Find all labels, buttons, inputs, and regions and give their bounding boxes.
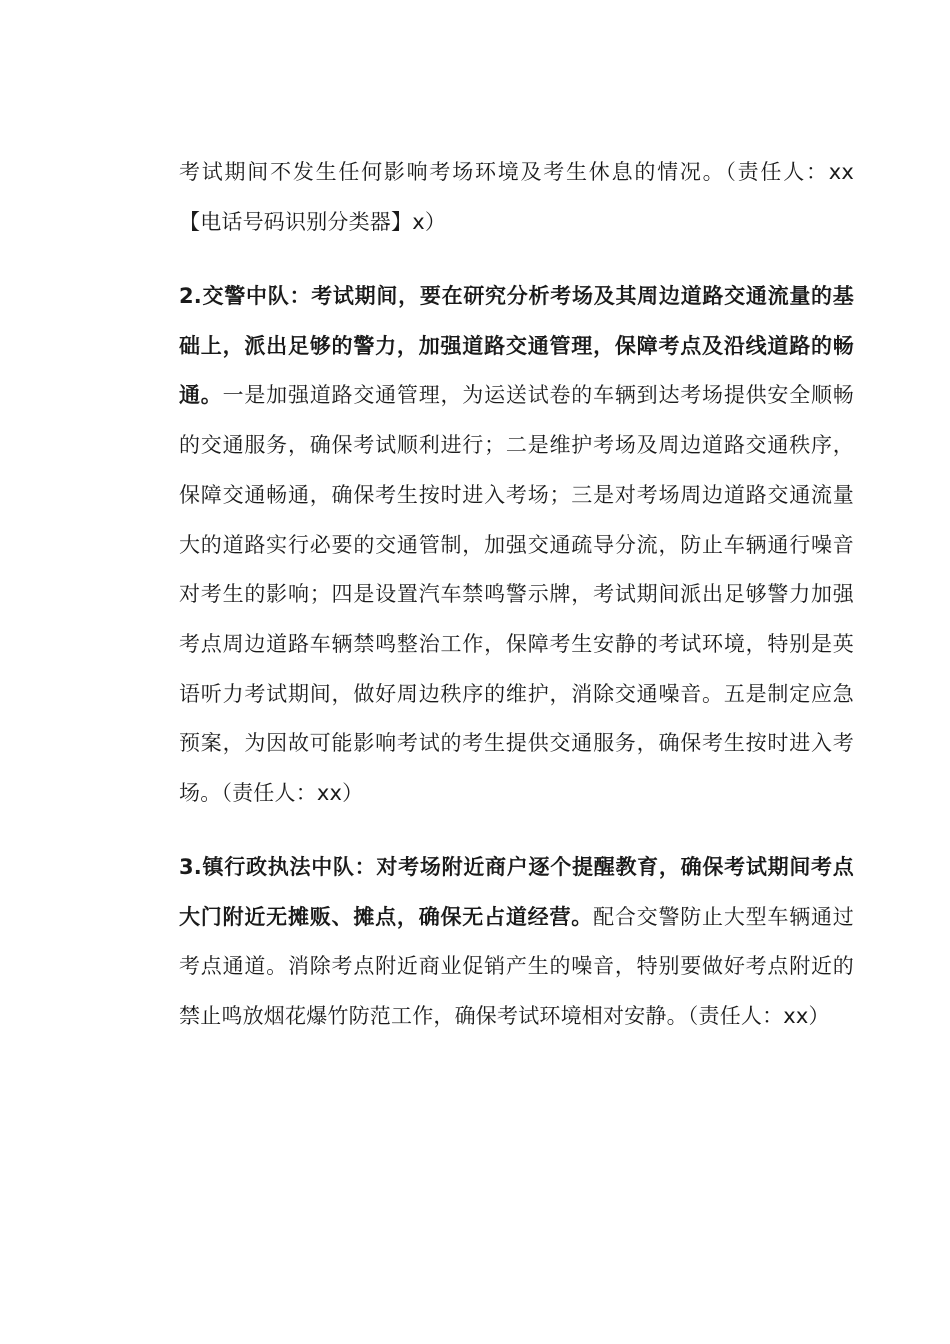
paragraph-text: 一是加强道路交通管理，为运送试卷的车辆到达考场提供安全顺畅的交通服务，确保考试顺利进行；二是维护考场及周边道路交通秩序，保障交通畅通，确保考生按时进入考场；三是对考场周边道路交通流量大的道路实行必要的交通管制，加强交通疏导分流，防止车辆通行噪音对考生的影响；四是设置汽车禁鸣警示牌，考试期间派出足够警力加强考点周边道路车辆禁鸣整治工作，保障考生安静的考试环境，特别是英语听力考试期间，做好周边秩序的维护，消除交通噪音。五是制定应急预案，为因故可能影响考试的考生提供交通服务，确保考生按时进入考场。（责任人：xx）: [179, 383, 854, 806]
paragraph-law-enforcement: [145, 843, 854, 1042]
paragraph-heading: 3.镇行政执法中队：对考场附近商户逐个提醒教育，确保考试期间考点大门附近无摊贩、摊点，确保无占道经营。: [179, 855, 854, 929]
paragraph-heading: 2.交警中队：考试期间，要在研究分析考场及其周边道路交通流量的基础上，派出足够的警力，加强道路交通管理，保障考点及沿线道路的畅通。: [179, 284, 854, 408]
paragraph-text: 配合交警防止大型车辆通过考点通道。消除考点附近商业促销产生的噪音，特别要做好考点附近的禁止鸣放烟花爆竹防范工作，确保考试环境相对安静。（责任人：xx）: [179, 904, 854, 1029]
paragraph-traffic-police: [145, 272, 854, 819]
paragraph-exam-environment: [145, 148, 854, 247]
paragraph-text: 考试期间不发生任何影响考场环境及考生休息的情况。（责任人：xx 【电话号码识别分类器】x）: [179, 160, 854, 234]
